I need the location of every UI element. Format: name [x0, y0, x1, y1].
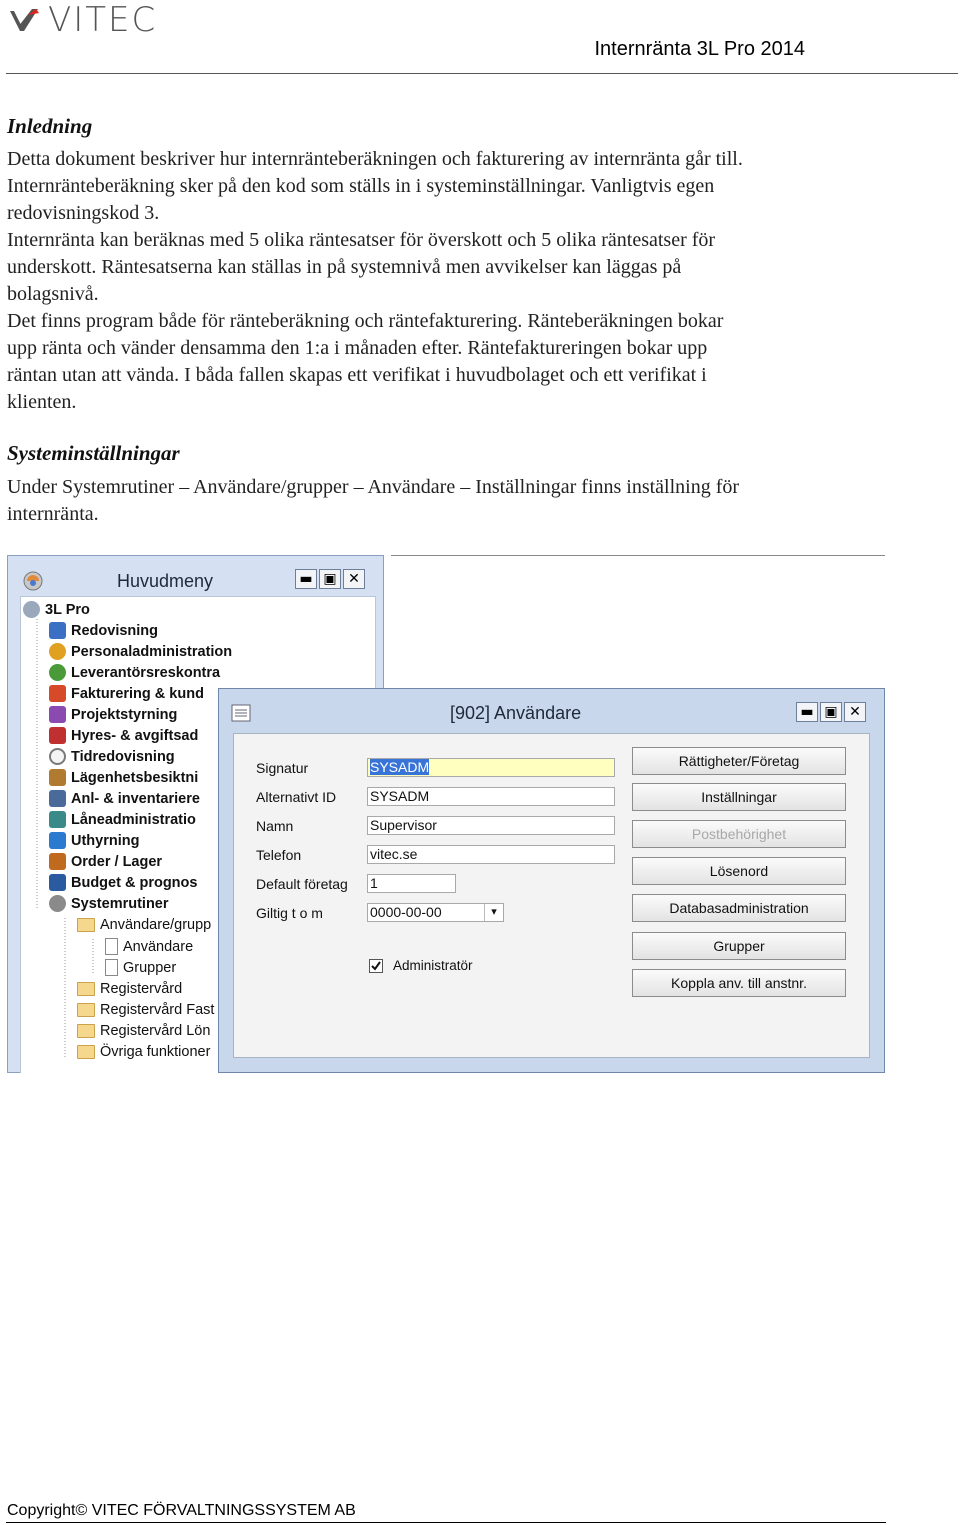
tree-node-label: Övriga funktioner — [100, 1044, 211, 1060]
tree-node-label: Anl- & inventariere — [71, 790, 200, 807]
telefon-input[interactable]: vitec.se — [367, 845, 615, 864]
loan-icon — [49, 811, 66, 828]
footer-divider — [6, 1522, 886, 1523]
redovisning-icon — [49, 622, 66, 639]
intro-line: räntan utan att vända. I båda fallen skapas ett verifikat i huvudbolaget och ett verifikat i — [7, 364, 707, 386]
screenshot-border — [391, 555, 885, 556]
settings-line: internränta. — [7, 503, 99, 525]
label-signatur: Signatur — [256, 760, 309, 776]
tree-node-anvandare[interactable] — [105, 938, 193, 955]
settings-line: Under Systemrutiner – Användare/grupper – Användare – Inställningar finns inställning för — [7, 476, 740, 498]
tree-node-label: Projektstyrning — [71, 706, 178, 723]
tree-node-label: Registervård Lön — [100, 1023, 211, 1039]
tree-node-ovriga[interactable] — [77, 1044, 210, 1060]
database-admin-button[interactable]: Databasadministration — [632, 894, 846, 922]
tree-node-label: Leverantörsreskontra — [71, 664, 221, 681]
tree-node-label: Hyres- & avgiftsad — [71, 727, 199, 744]
intro-line: upp ränta och vänder densamma den 1:a i månaden efter. Räntefaktureringen bokar upp — [7, 337, 708, 359]
tree-node-registervard-lon[interactable] — [77, 1023, 210, 1039]
tree-node-personal[interactable] — [49, 643, 232, 660]
folder-icon — [77, 918, 95, 932]
root-icon — [23, 601, 40, 618]
intro-line: klienten. — [7, 391, 77, 413]
minimize-button[interactable]: ▬ — [295, 569, 317, 589]
administrator-checkbox[interactable] — [369, 959, 383, 973]
tree-node-label: 3L Pro — [45, 601, 90, 618]
hammer-icon — [49, 790, 66, 807]
user-form-panel — [233, 733, 870, 1058]
embedded-screenshot — [7, 555, 885, 1073]
chevron-down-icon[interactable]: ▾ — [484, 904, 503, 921]
settings-button[interactable]: Inställningar — [632, 783, 846, 811]
link-employee-button[interactable]: Koppla anv. till anstnr. — [632, 969, 846, 997]
project-icon — [49, 706, 66, 723]
vitec-logo — [6, 2, 157, 38]
tree-node-root[interactable] — [23, 601, 90, 618]
tree-node-grupper[interactable] — [105, 959, 176, 976]
valid-until-select[interactable] — [367, 903, 504, 922]
intro-paragraph — [7, 146, 897, 416]
minimize-button[interactable]: ▬ — [796, 702, 818, 722]
groups-button[interactable]: Grupper — [632, 932, 846, 960]
close-button[interactable]: ✕ — [343, 569, 365, 589]
label-administrator: Administratör — [393, 958, 473, 973]
tree-node-label: Order / Lager — [71, 853, 163, 870]
password-button[interactable]: Lösenord — [632, 857, 846, 885]
header-divider — [6, 73, 958, 74]
tree-node-label: Systemrutiner — [71, 895, 169, 912]
tree-node-label: Personaladministration — [71, 643, 233, 660]
tree-node-systemrutiner[interactable] — [49, 895, 169, 912]
tree-node-registervard[interactable] — [77, 981, 182, 997]
tree-node-label: Redovisning — [71, 622, 159, 639]
supplier-icon — [49, 664, 66, 681]
intro-line: bolagsnivå. — [7, 283, 99, 305]
maximize-button[interactable]: ▣ — [820, 702, 842, 722]
mail-permission-button[interactable]: Postbehörighet — [632, 820, 846, 848]
tree-node-projekt[interactable] — [49, 706, 177, 723]
chart-icon — [49, 874, 66, 891]
tree-node-label: Budget & prognos — [71, 874, 198, 891]
label-telefon: Telefon — [256, 847, 302, 863]
tree-node-hyres[interactable] — [49, 727, 198, 744]
intro-heading: Inledning — [7, 114, 93, 138]
signatur-value: SYSADM — [370, 759, 430, 775]
intro-line: Det finns program både för ränteberäkning och räntefakturering. Ränteberäkningen bokar — [7, 310, 724, 332]
namn-input[interactable]: Supervisor — [367, 816, 615, 835]
folder-icon — [77, 1003, 95, 1017]
tree-node-registervard-fast[interactable] — [77, 1002, 214, 1018]
person-icon — [49, 643, 66, 660]
settings-paragraph — [7, 474, 897, 528]
invoice-icon — [49, 685, 66, 702]
folder-icon — [77, 1024, 95, 1038]
vitec-logo-icon — [6, 5, 42, 35]
default-company-input[interactable]: 1 — [367, 874, 456, 893]
valid-until-value: 0000-00-00 — [370, 904, 442, 920]
intro-line: underskott. Räntesatserna kan ställas in på systemnivå men avvikelser kan läggas på — [7, 256, 682, 278]
tree-node-fakturering[interactable] — [49, 685, 204, 702]
label-namn: Namn — [256, 818, 294, 834]
user-window-controls — [796, 702, 866, 722]
settings-heading: Systeminställningar — [7, 441, 180, 465]
rent-icon — [49, 727, 66, 744]
tree-node-anl[interactable] — [49, 790, 200, 807]
tree-node-label: Användare/grupp — [100, 917, 212, 933]
intro-line: Internränteberäkning sker på den kod som ställs in i systeminställningar. Vanligtvis egen — [7, 175, 715, 197]
tree-node-label: Grupper — [123, 959, 177, 976]
tree-node-label: Registervård Fast — [100, 1002, 215, 1018]
tree-node-tid[interactable] — [49, 748, 175, 765]
tree-node-label: Registervård — [100, 981, 183, 997]
tree-node-label: Uthyrning — [71, 832, 140, 849]
tree-node-uthyrning[interactable] — [49, 832, 139, 849]
key-icon — [49, 832, 66, 849]
intro-line: Detta dokument beskriver hur internränteberäkningen och fakturering av internränta går till. — [7, 148, 743, 170]
document-icon — [105, 938, 118, 955]
tree-node-lan[interactable] — [49, 811, 196, 828]
tree-node-anvandare-grupper[interactable] — [77, 917, 211, 933]
clock-icon — [49, 748, 66, 765]
tree-node-leverantor[interactable] — [49, 664, 220, 681]
alt-id-input[interactable]: SYSADM — [367, 787, 615, 806]
tree-node-order[interactable] — [49, 853, 162, 870]
main-menu-title: Huvudmeny — [117, 571, 214, 591]
main-menu-window-controls — [295, 569, 365, 589]
app-logo-icon — [22, 570, 44, 592]
tree-node-label: Tidredovisning — [71, 748, 175, 765]
intro-line: redovisningskod 3. — [7, 202, 160, 224]
checkmark-icon — [370, 960, 382, 972]
document-icon — [105, 959, 118, 976]
tree-node-lagenhet[interactable] — [49, 769, 198, 786]
folder-icon — [77, 982, 95, 996]
logo-text: VITEC — [48, 0, 158, 40]
tree-node-budget[interactable] — [49, 874, 197, 891]
gear-icon — [49, 895, 66, 912]
window-document-icon — [231, 704, 251, 722]
box-icon — [49, 853, 66, 870]
tree-node-label: Lägenhetsbesiktni — [71, 769, 199, 786]
signatur-input[interactable] — [367, 758, 615, 777]
rights-company-button[interactable]: Rättigheter/Företag — [632, 747, 846, 775]
maximize-button[interactable]: ▣ — [319, 569, 341, 589]
tree-node-label: Låneadministratio — [71, 811, 196, 828]
label-default-company: Default företag — [256, 876, 348, 892]
user-window-title: [902] Användare — [450, 703, 582, 723]
tree-node-label: Användare — [123, 938, 194, 955]
document-title: Internränta 3L Pro 2014 — [594, 38, 805, 60]
tree-node-label: Fakturering & kund — [71, 685, 204, 702]
folder-icon — [77, 1045, 95, 1059]
label-valid-until: Giltig t o m — [256, 905, 323, 921]
tree-node-redovisning[interactable] — [49, 622, 158, 639]
intro-line: Internränta kan beräknas med 5 olika räntesatser för överskott och 5 olika räntesatser för — [7, 229, 716, 251]
close-button[interactable]: ✕ — [844, 702, 866, 722]
label-alt-id: Alternativt ID — [256, 789, 337, 805]
user-window — [218, 688, 885, 1073]
footer-copyright: Copyright© VITEC FÖRVALTNINGSSYSTEM AB — [7, 1502, 356, 1519]
inspection-icon — [49, 769, 66, 786]
